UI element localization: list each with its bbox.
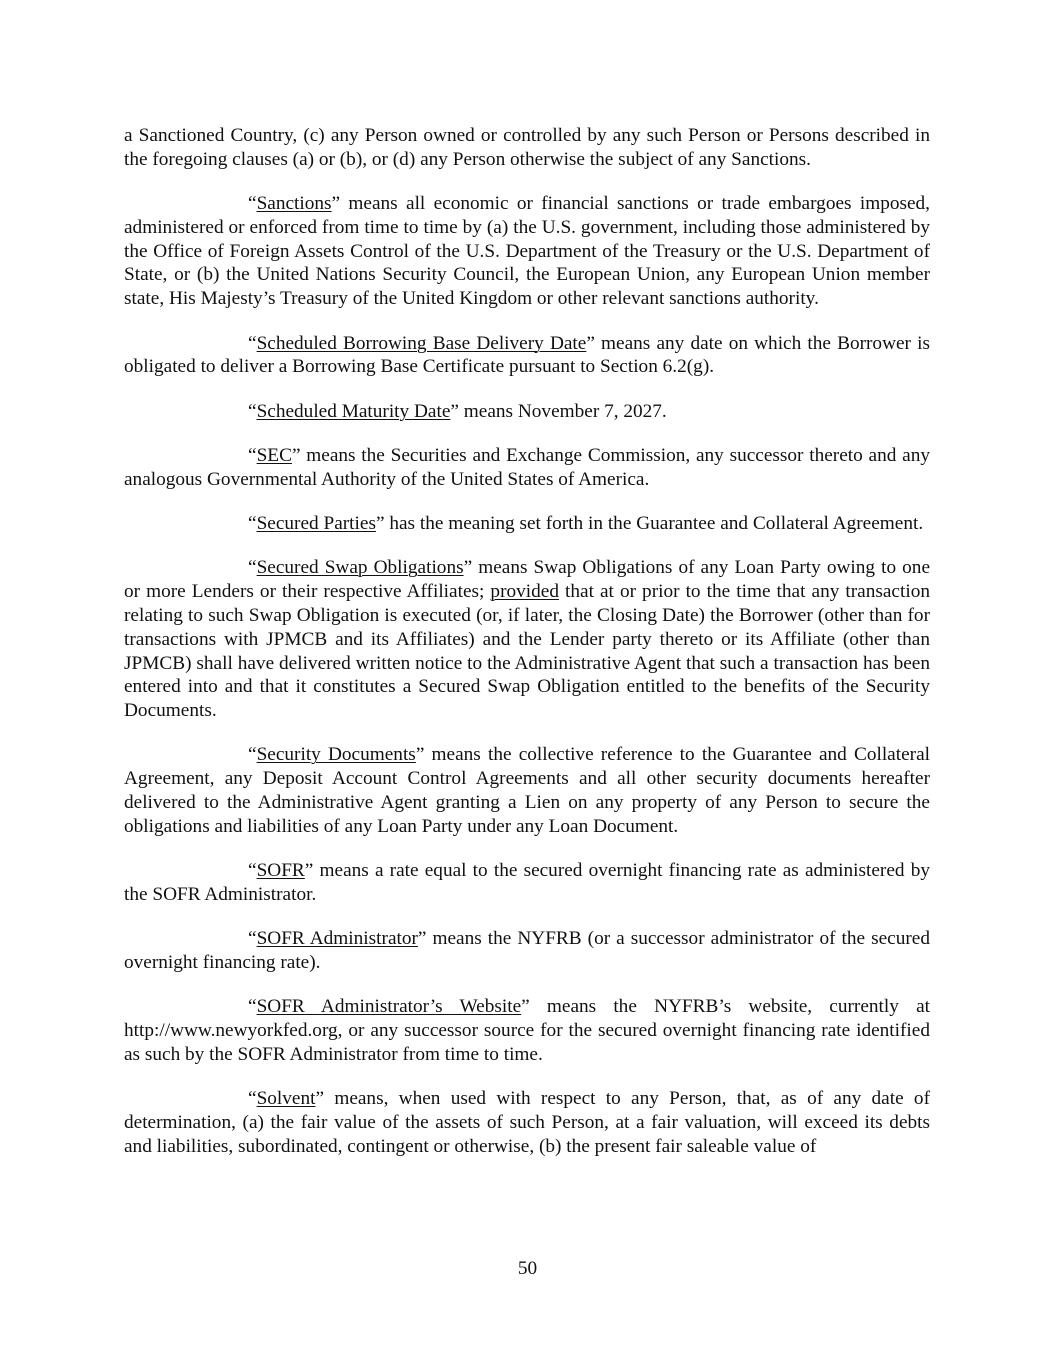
close-quote: ” (375, 513, 385, 535)
definition-sofr-administrator (124, 927, 930, 975)
defined-term: SOFR Administrator’s Website (256, 996, 522, 1018)
defined-term: SOFR Administrator (256, 928, 418, 950)
defined-term: Secured Swap Obligations (256, 557, 464, 579)
close-quote: ” (521, 996, 530, 1018)
definition-text: means the Securities and Exchange Commission, any successor thereto and any analogous Governmental Authority of the United States of America. (124, 444, 930, 490)
definition-sofr-administrators-website (124, 995, 930, 1066)
defined-term: SEC (256, 444, 292, 466)
open-quote: “ (248, 744, 257, 766)
defined-term: Security Documents (256, 744, 416, 766)
definition-scheduled-maturity-date (124, 400, 930, 424)
defined-term: Secured Parties (256, 513, 376, 535)
open-quote: “ (248, 513, 257, 535)
open-quote: “ (248, 996, 257, 1018)
close-quote: ” (331, 193, 341, 215)
definition-solvent (124, 1087, 930, 1158)
defined-term: SOFR (256, 860, 305, 882)
defined-term: Scheduled Maturity Date (256, 400, 451, 422)
open-quote: “ (248, 557, 257, 579)
close-quote: ” (415, 744, 425, 766)
open-quote: “ (248, 444, 257, 466)
emphasized-word-provided: provided (490, 581, 559, 603)
open-quote: “ (248, 400, 257, 422)
definition-text: means the NYFRB (or a successor administrator of the secured overnight financing rate). (124, 928, 930, 974)
document-page (124, 124, 930, 1179)
definition-sanctions (124, 192, 930, 311)
close-quote: ” (463, 557, 473, 579)
definition-text: means November 7, 2027. (458, 400, 667, 422)
open-quote: “ (248, 860, 257, 882)
open-quote: “ (248, 928, 257, 950)
defined-term: Scheduled Borrowing Base Delivery Date (256, 332, 587, 354)
definition-text: means the collective reference to the Guarantee and Collateral Agreement, any Deposit Account Control Agreements and all other security documents hereafter delivered to the Administrative Agent granting a Lien on any property of any Person to secure the obligations and liabilities of any Loan Party under any Loan Document. (124, 744, 930, 837)
definition-text: means any date on which the Borrower is obligated to deliver a Borrowing Base Certificate pursuant to Section 6.2(g). (124, 332, 930, 378)
close-quote: ” (586, 332, 595, 354)
defined-term: Solvent (256, 1088, 316, 1110)
close-quote: ” (291, 444, 301, 466)
open-quote: “ (248, 1088, 257, 1110)
definition-text: has the meaning set forth in the Guarantee and Collateral Agreement. (384, 513, 924, 535)
open-quote: “ (248, 193, 257, 215)
close-quote: ” (315, 1088, 325, 1110)
definition-secured-parties (124, 512, 930, 536)
defined-term: Sanctions (256, 193, 332, 215)
definition-text-continued: that at or prior to the time that any transaction relating to such Swap Obligation is executed (or, if later, the Closing Date) the Borrower (other than for transactions with JPMCB and its Affiliates) and the Lender party thereto or its Affiliate (other than JPMCB) shall have delivered written notice to the Administrative Agent that such a transaction has been entered into and that it constitutes a Secured Swap Obligation entitled to the benefits of the Security Documents. (124, 581, 930, 722)
definition-sofr (124, 859, 930, 907)
definition-scheduled-borrowing-base-delivery-date (124, 332, 930, 380)
definition-text: means, when used with respect to any Person, that, as of any date of determination, (a) the fair value of the assets of such Person, at a fair valuation, will exceed its debts and liabilities, subordinated, contingent or otherwise, (b) the present fair saleable value of (124, 1088, 930, 1157)
definition-secured-swap-obligations (124, 556, 930, 723)
paragraph-sanctioned-person-continuation: a Sanctioned Country, (c) any Person owned or controlled by any such Person or Persons described in the foregoing clauses (a) or (b), or (d) any Person otherwise the subject of any Sanctions. (124, 125, 930, 170)
definition-security-documents (124, 743, 930, 838)
close-quote: ” (450, 400, 459, 422)
definition-text: means all economic or financial sanctions or trade embargoes imposed, administered or enforced from time to time by (a) the U.S. government, including those administered by the Office of Foreign Assets Control of the U.S. Department of the Treasury or the U.S. Department of State, or (b) the United Nations Security Council, the European Union, any European Union member state, His Majesty’s Treasury of the United Kingdom or other relevant sanctions authority. (124, 193, 930, 310)
close-quote: ” (417, 928, 427, 950)
page-number: 50 (517, 1258, 538, 1279)
definition-sec (124, 444, 930, 492)
close-quote: ” (304, 860, 314, 882)
definition-text: means a rate equal to the secured overnight financing rate as administered by the SOFR Administrator. (124, 860, 930, 905)
open-quote: “ (248, 332, 257, 354)
definition-text: means Swap Obligations of any Loan Party owing to one or more Lenders or their respective Affiliates; (124, 557, 931, 603)
definition-text: means the NYFRB’s website, currently at http://www.newyorkfed.org, or any successor source for the secured overnight financing rate identified as such by the SOFR Administrator from time to time. (124, 996, 930, 1065)
